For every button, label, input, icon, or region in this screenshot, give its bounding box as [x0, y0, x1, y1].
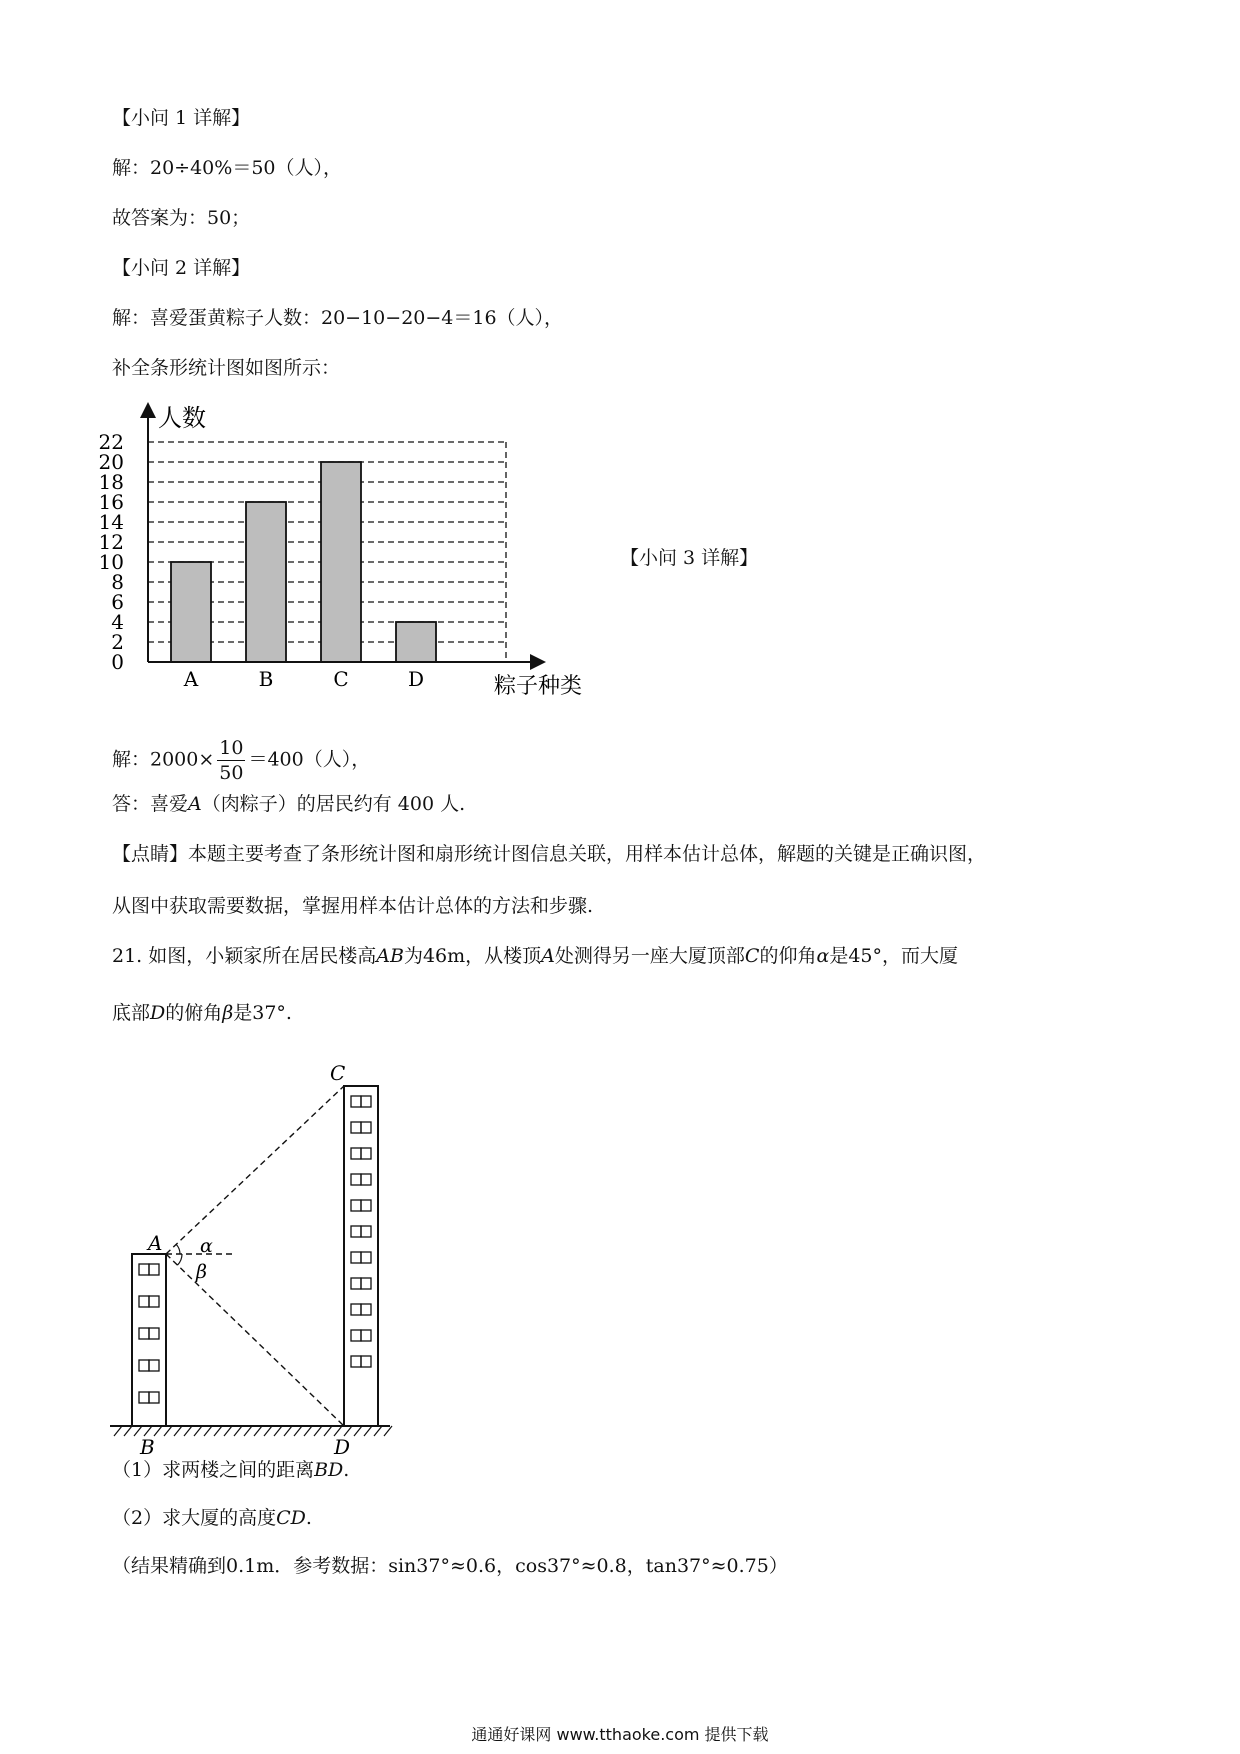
- bar-A: [171, 562, 211, 662]
- window: [351, 1174, 361, 1185]
- window: [351, 1096, 361, 1107]
- q2-complete-text: 补全条形统计图如图所示：: [112, 357, 341, 379]
- alpha-arc: [176, 1244, 180, 1254]
- y-tick-label: 14: [98, 510, 124, 534]
- ground-hatch: [324, 1426, 332, 1436]
- ground-hatch: [364, 1426, 372, 1436]
- ground-hatch: [384, 1426, 392, 1436]
- x-axis-label: 粽子种类: [494, 674, 583, 699]
- q3-answer-suffix: （肉粽子）的居民约有 400 人.: [201, 793, 466, 815]
- window: [361, 1174, 371, 1185]
- y-tick-label: 0: [111, 650, 124, 674]
- window: [139, 1296, 149, 1307]
- q3-answer-prefix: 答：喜爱: [112, 793, 189, 815]
- window: [351, 1330, 361, 1341]
- y-axis-label: 人数: [158, 404, 206, 432]
- problem21-line1: [112, 944, 958, 968]
- fraction: [217, 736, 245, 785]
- q3-answer-var: A: [188, 793, 202, 815]
- problem21-line2: [112, 1001, 292, 1025]
- window: [351, 1252, 361, 1263]
- window: [361, 1226, 371, 1237]
- window: [351, 1200, 361, 1211]
- label-a: A: [148, 1231, 163, 1255]
- window: [149, 1360, 159, 1371]
- sight-line-ac: [166, 1086, 344, 1254]
- p21-text-b: 为46m，从楼顶: [403, 945, 542, 967]
- ground-hatch: [214, 1426, 222, 1436]
- ground-hatch: [184, 1426, 192, 1436]
- y-tick-label: 6: [111, 590, 124, 614]
- window: [149, 1328, 159, 1339]
- ground-hatch: [264, 1426, 272, 1436]
- s1-text: （1）求两楼之间的距离: [112, 1459, 315, 1481]
- comment-line-1: 【点睛】本题主要考查了条形统计图和扇形统计图信息关联，用样本估计总体，解题的关键是正确识图，: [112, 843, 987, 865]
- q2-header: 【小问 2 详解】: [112, 257, 251, 279]
- ground-hatch: [224, 1426, 232, 1436]
- ground-hatch: [274, 1426, 282, 1436]
- p21-var-beta: β: [222, 1002, 234, 1024]
- y-tick-label: 12: [98, 530, 124, 554]
- window: [361, 1200, 371, 1211]
- fraction-denominator: 50: [219, 762, 244, 784]
- reference-note: （结果精确到0.1m．参考数据：sin37°≈0.6，cos37°≈0.8，tan37°≈0.75）: [112, 1555, 788, 1577]
- window: [351, 1278, 361, 1289]
- window: [139, 1328, 149, 1339]
- fraction-numerator: 10: [219, 737, 244, 759]
- ground-hatch: [194, 1426, 202, 1436]
- ground-hatch: [244, 1426, 252, 1436]
- y-tick-label: 2: [111, 630, 124, 654]
- label-beta: β: [196, 1261, 207, 1283]
- p21-text-c: 处测得另一座大厦顶部: [554, 945, 745, 967]
- q1-solution: 解：20÷40%＝50（人），: [112, 157, 343, 179]
- window: [351, 1356, 361, 1367]
- ground-hatch: [254, 1426, 262, 1436]
- p21-text-d: 的仰角: [759, 945, 817, 967]
- s2-text: （2）求大厦的高度: [112, 1507, 277, 1529]
- window: [351, 1226, 361, 1237]
- y-tick-label: 22: [98, 430, 124, 454]
- ground-hatch: [234, 1426, 242, 1436]
- y-tick-label: 4: [111, 610, 124, 634]
- q1-answer: 故答案为：50；: [112, 207, 251, 229]
- p21-var-ab: AB: [376, 945, 404, 967]
- q3-solution-suffix: ＝400（人），: [248, 748, 371, 771]
- window: [149, 1392, 159, 1403]
- window: [361, 1122, 371, 1133]
- subquestion-2: [112, 1506, 312, 1530]
- window: [361, 1356, 371, 1367]
- window: [361, 1304, 371, 1315]
- bar-D: [396, 622, 436, 662]
- y-tick-label: 20: [98, 450, 124, 474]
- label-alpha: α: [200, 1235, 213, 1257]
- y-tick-label: 10: [98, 550, 124, 574]
- y-tick-label: 16: [98, 490, 124, 514]
- ground-hatch: [294, 1426, 302, 1436]
- window: [351, 1148, 361, 1159]
- ground-hatch: [314, 1426, 322, 1436]
- ground-hatch: [164, 1426, 172, 1436]
- p21-text-g: 的俯角: [165, 1002, 223, 1024]
- x-tick-label: C: [333, 667, 349, 691]
- window: [351, 1304, 361, 1315]
- window: [139, 1264, 149, 1275]
- p21-text-h: 是37°.: [233, 1002, 292, 1024]
- p21-text-a: 21. 如图，小颖家所在居民楼高: [112, 945, 377, 967]
- bar-B: [246, 502, 286, 662]
- footer: 通通好课网 www.tthaoke.com 提供下载: [471, 1725, 769, 1744]
- ground-hatch: [204, 1426, 212, 1436]
- x-tick-label: D: [407, 667, 425, 691]
- building-figure: [100, 1048, 400, 1459]
- x-tick-label: A: [183, 667, 199, 691]
- window: [361, 1330, 371, 1341]
- beta-arc: [178, 1254, 183, 1265]
- ground-hatch: [174, 1426, 182, 1436]
- q3-solution-prefix: 解：2000×: [112, 748, 215, 771]
- ground-hatch: [374, 1426, 382, 1436]
- sight-line-ad: [166, 1254, 344, 1426]
- q3-header: 【小问 3 详解】: [620, 547, 759, 569]
- bar-C: [321, 462, 361, 662]
- p21-var-d: D: [150, 1002, 166, 1024]
- window: [361, 1148, 371, 1159]
- q3-answer: [112, 792, 465, 816]
- ground-hatch: [354, 1426, 362, 1436]
- p21-var-c: C: [744, 945, 760, 967]
- ground-hatch: [114, 1426, 122, 1436]
- q3-solution: [112, 736, 370, 785]
- label-c: C: [330, 1061, 346, 1085]
- q2-solution: 解：喜爱蛋黄粽子人数：20−10−20−4＝16（人），: [112, 307, 564, 329]
- q1-header: 【小问 1 详解】: [112, 107, 251, 129]
- window: [361, 1278, 371, 1289]
- label-b: B: [140, 1435, 155, 1459]
- ground-hatch: [304, 1426, 312, 1436]
- p21-var-a: A: [541, 945, 555, 967]
- s1-period: .: [343, 1459, 350, 1481]
- window: [361, 1252, 371, 1263]
- p21-var-alpha: α: [816, 945, 830, 967]
- x-tick-label: B: [258, 667, 274, 691]
- ground-hatch: [284, 1426, 292, 1436]
- window: [149, 1296, 159, 1307]
- window: [351, 1122, 361, 1133]
- s2-period: .: [305, 1507, 312, 1529]
- y-tick-label: 18: [98, 470, 124, 494]
- ground-hatch: [124, 1426, 132, 1436]
- window: [149, 1264, 159, 1275]
- p21-text-e: 是45°，而大厦: [829, 945, 958, 967]
- comment-line-2: 从图中获取需要数据，掌握用样本估计总体的方法和步骤.: [112, 895, 594, 917]
- subquestion-1: [112, 1458, 349, 1482]
- window: [139, 1360, 149, 1371]
- ground-hatch: [154, 1426, 162, 1436]
- s1-var: BD: [314, 1459, 344, 1481]
- s2-var: CD: [276, 1507, 306, 1529]
- window: [139, 1392, 149, 1403]
- bar-chart: [100, 396, 620, 706]
- y-tick-label: 8: [111, 570, 124, 594]
- p21-text-f: 底部: [112, 1002, 151, 1024]
- label-d: D: [334, 1435, 351, 1459]
- window: [361, 1096, 371, 1107]
